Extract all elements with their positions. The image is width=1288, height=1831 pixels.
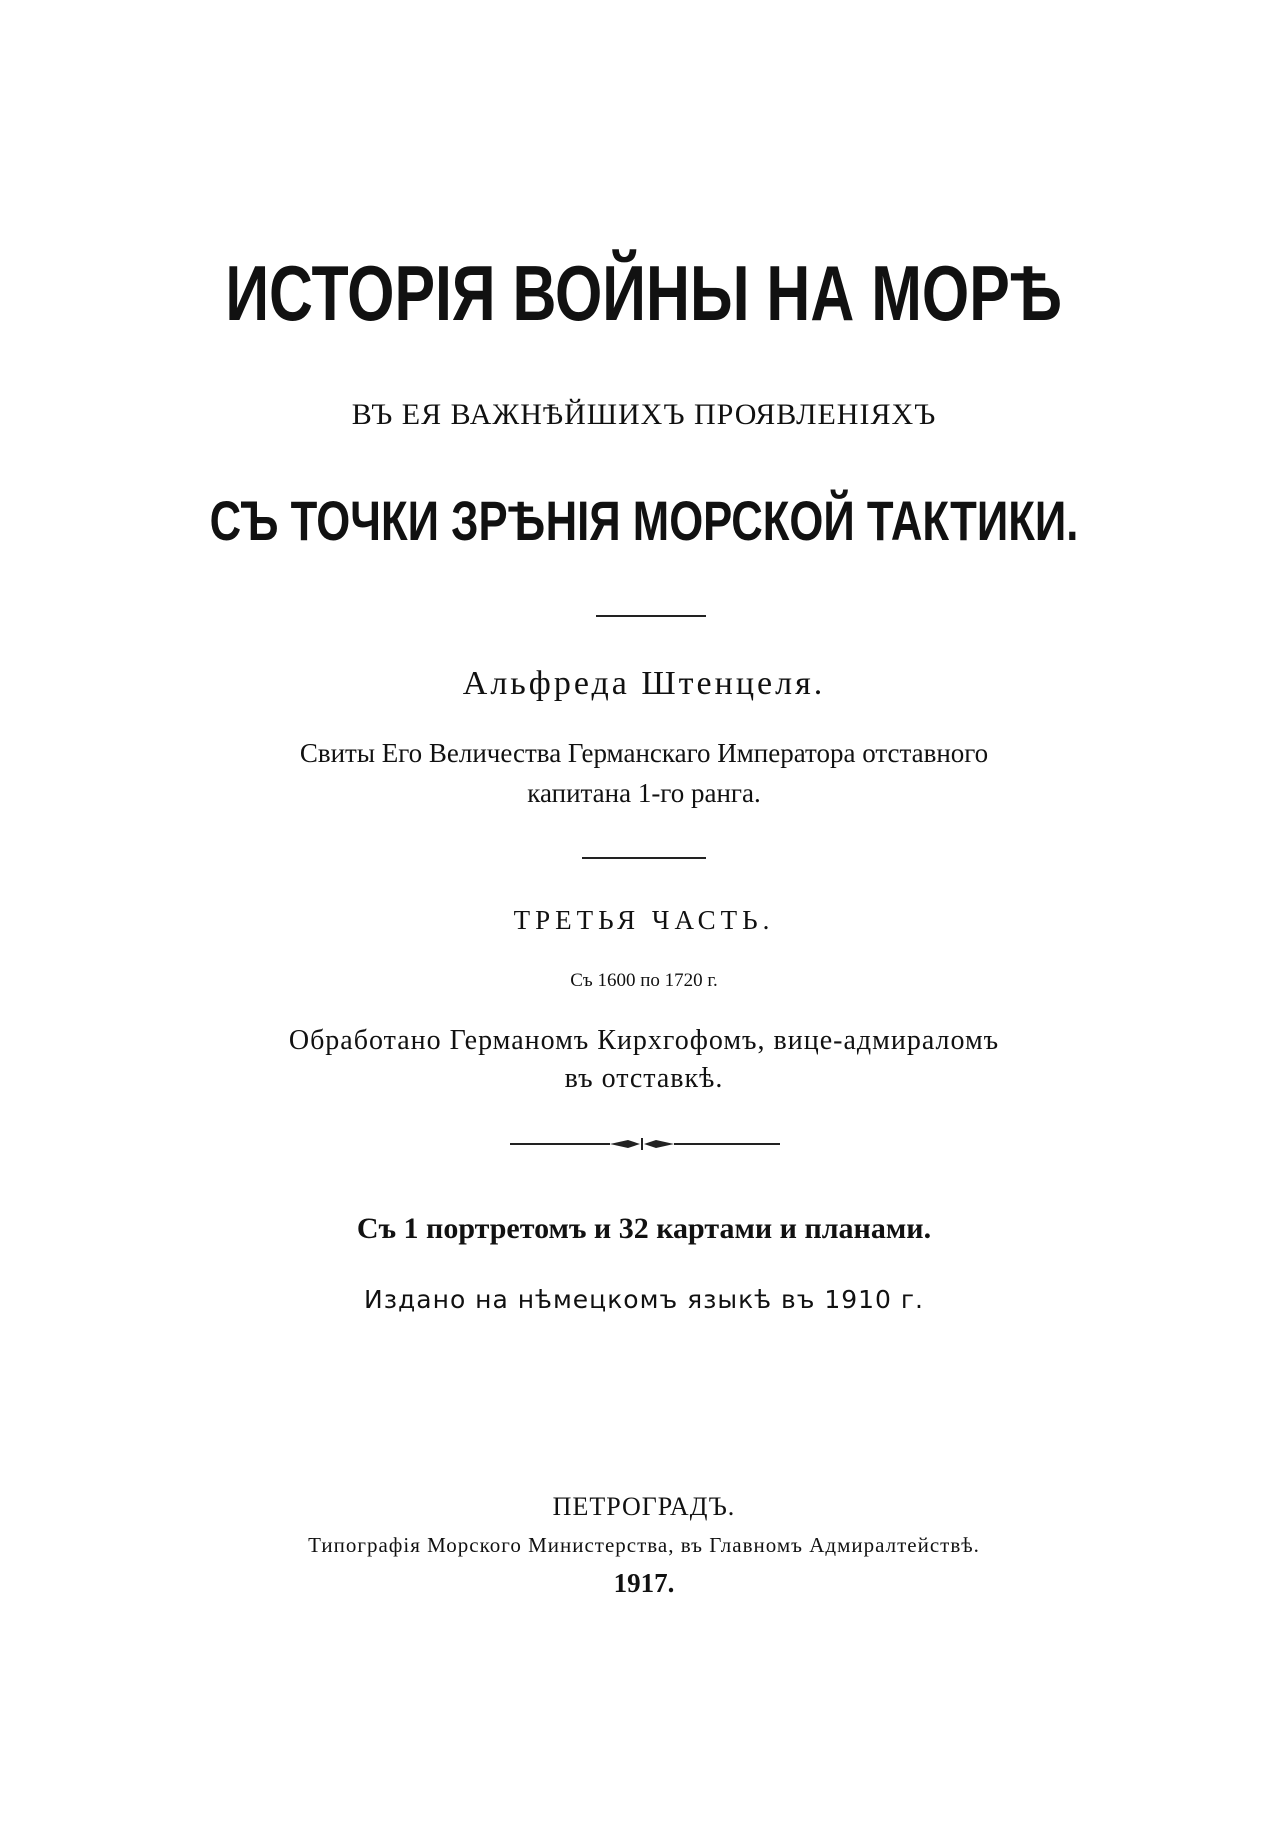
publication-note: Издано на нѣмецкомъ языкѣ въ 1910 г. bbox=[364, 1285, 924, 1314]
book-title: ИСТОРІЯ ВОЙНЫ НА МОРѢ bbox=[225, 249, 1063, 337]
imprint-city: ПЕТРОГРАДЪ. bbox=[552, 1492, 736, 1521]
subtitle-line-2: СЪ ТОЧКИ ЗРѢНІЯ МОРСКОЙ ТАКТИКИ. bbox=[209, 489, 1079, 552]
divider-rule-top bbox=[596, 615, 706, 617]
editor-line-1: Обработано Германомъ Кирхгофомъ, вице-адмираломъ bbox=[288, 1025, 1000, 1056]
divider-rule-middle bbox=[582, 857, 706, 859]
author-name: Альфреда Штенцеля. bbox=[462, 665, 826, 702]
imprint-printer: Типографія Морского Министерства, въ Главномъ Адмиралтействѣ. bbox=[308, 1533, 980, 1557]
subtitle-line-1: ВЪ ЕЯ ВАЖНѢЙШИХЪ ПРОЯВЛЕНІЯХЪ bbox=[351, 398, 937, 431]
illustrations-note: Съ 1 портретомъ и 32 картами и планами. bbox=[356, 1212, 932, 1245]
part-label: ТРЕТЬЯ ЧАСТЬ. bbox=[513, 905, 775, 935]
author-rank-line-2: капитана 1-го ранга. bbox=[527, 778, 761, 808]
editor-line-2: въ отставкѣ. bbox=[564, 1063, 724, 1094]
author-rank-line-1: Свиты Его Величества Германскаго Императора отставного bbox=[299, 738, 989, 768]
ornament-divider bbox=[510, 1137, 780, 1151]
imprint-year: 1917. bbox=[613, 1568, 675, 1598]
period-label: Съ 1600 по 1720 г. bbox=[570, 970, 718, 991]
